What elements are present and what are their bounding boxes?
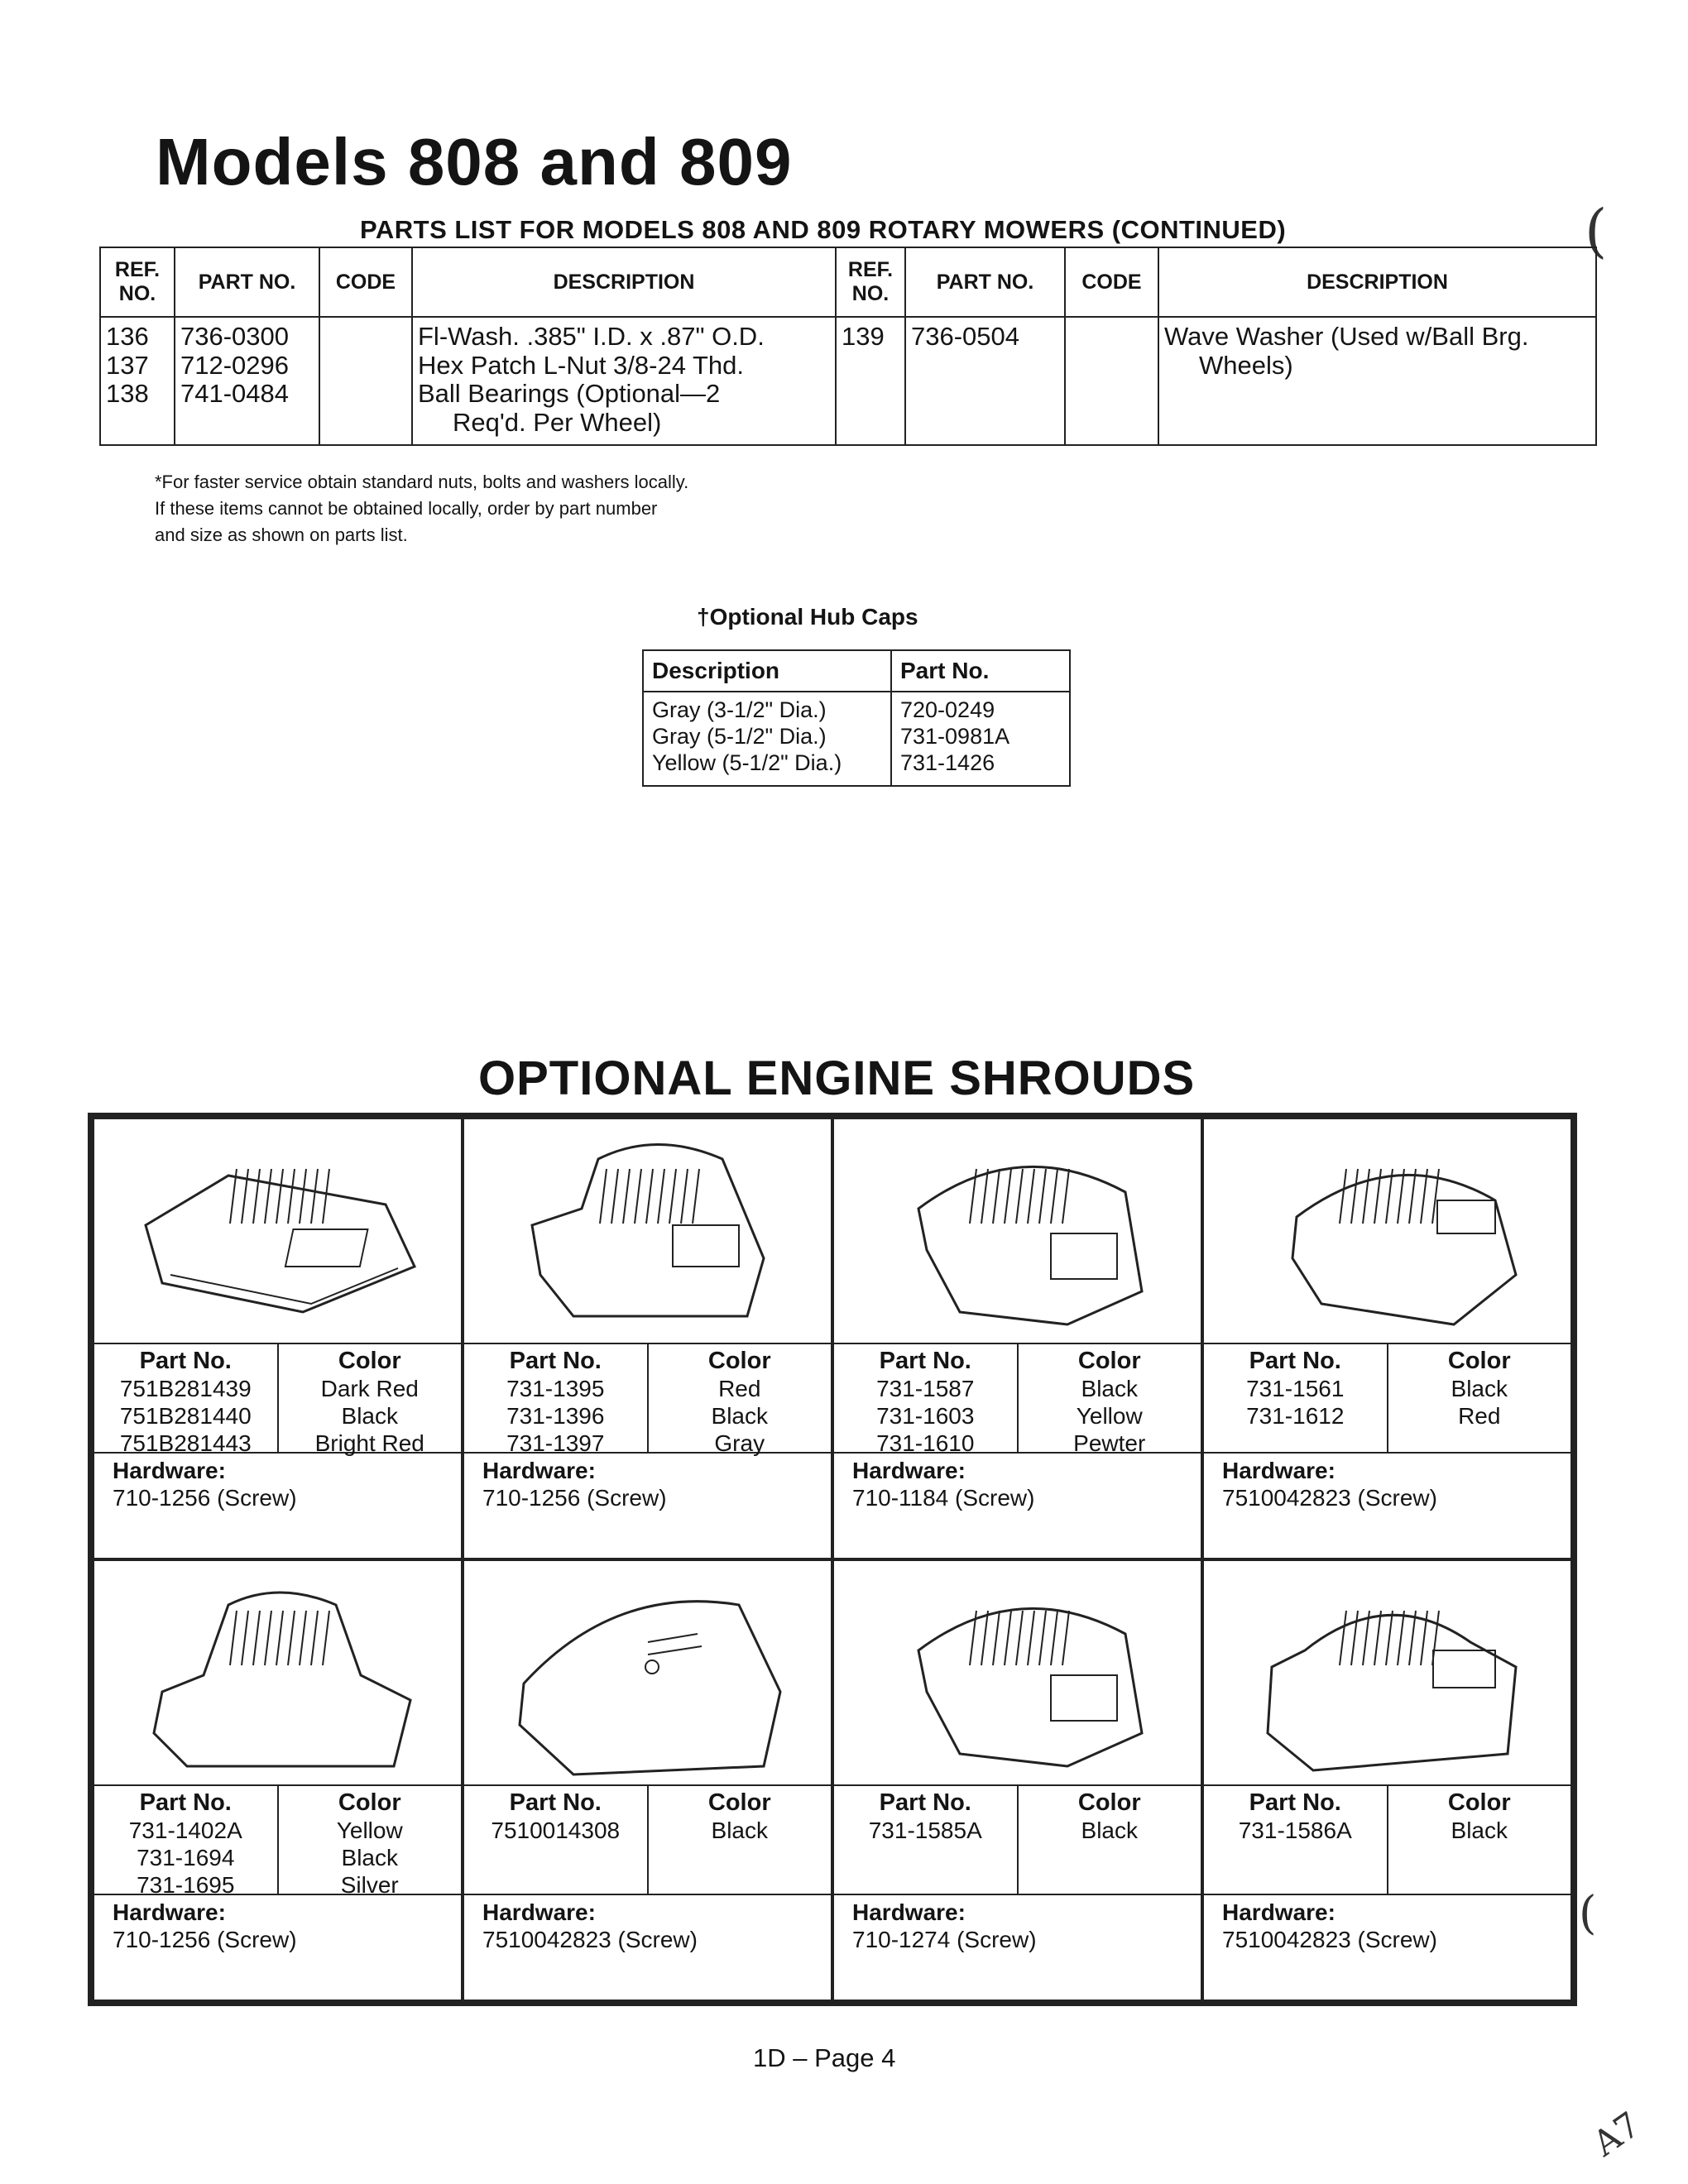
engine-shroud-arched-icon	[834, 1119, 1201, 1344]
shroud-color: Silver	[340, 1872, 399, 1898]
hardware-header: Hardware:	[852, 1458, 966, 1483]
footnote-line: If these items cannot be obtained locally, order by part number	[155, 498, 658, 519]
hub-caps-table	[642, 649, 1071, 787]
shroud-part-column	[834, 1786, 1019, 1894]
hub-part-no: 720-0249	[900, 697, 995, 722]
shroud-color-column	[649, 1344, 832, 1456]
shroud-color: Red	[718, 1376, 761, 1401]
shroud-color-header: Color	[1447, 1789, 1511, 1816]
shroud-part-no: 731-1612	[1246, 1403, 1345, 1429]
description: Req'd. Per Wheel)	[453, 408, 662, 438]
shroud-spec	[1204, 1344, 1571, 1454]
page-title: Models 808 and 809	[156, 125, 793, 199]
shroud-spec	[94, 1344, 461, 1454]
header-part-no-2: PART NO.	[905, 247, 1065, 317]
hardware-header: Hardware:	[1222, 1458, 1336, 1483]
shroud-hardware	[1204, 1895, 1571, 1956]
parts-list-heading: PARTS LIST FOR MODELS 808 AND 809 ROTARY MOWERS (CONTINUED)	[360, 215, 1287, 244]
shroud-part-no: 731-1610	[876, 1430, 975, 1456]
shroud-color: Pewter	[1073, 1430, 1146, 1456]
hardware-value: 710-1274 (Screw)	[852, 1927, 1037, 1952]
shroud-color-header: Color	[707, 1789, 771, 1816]
header-description-2: DESCRIPTION	[1158, 247, 1596, 317]
shroud-part-no: 7510014308	[491, 1818, 621, 1843]
shroud-color-column	[1019, 1344, 1201, 1456]
shroud-spec	[464, 1786, 831, 1895]
shroud-part-no: 731-1561	[1246, 1376, 1345, 1401]
shroud-hardware	[464, 1895, 831, 1956]
shroud-color: Black	[1081, 1818, 1138, 1843]
code-cell-2	[1065, 317, 1158, 445]
hardware-header: Hardware:	[113, 1899, 226, 1925]
header-code: CODE	[319, 247, 412, 317]
hardware-value: 710-1184 (Screw)	[852, 1485, 1035, 1511]
shroud-part-column	[94, 1344, 279, 1456]
shroud-part-column	[94, 1786, 279, 1898]
header-part-no: PART NO.	[175, 247, 319, 317]
engine-shroud-grid	[88, 1113, 1577, 2006]
shroud-color: Gray	[714, 1430, 765, 1456]
hardware-header: Hardware:	[1222, 1899, 1336, 1925]
description: Wheels)	[1199, 350, 1293, 380]
hardware-value: 7510042823 (Screw)	[1222, 1485, 1437, 1511]
shroud-color-column	[1388, 1344, 1571, 1452]
shroud-spec	[464, 1344, 831, 1454]
engine-shroud-smooth-icon	[464, 1561, 831, 1786]
engine-shroud-flat-icon	[94, 1119, 461, 1344]
shroud-spec	[834, 1344, 1201, 1454]
hub-description: Yellow (5-1/2" Dia.)	[652, 750, 842, 775]
hardware-value: 710-1256 (Screw)	[482, 1485, 667, 1511]
header-description: DESCRIPTION	[412, 247, 836, 317]
page-number: 1D – Page 4	[753, 2043, 896, 2072]
hardware-value: 7510042823 (Screw)	[482, 1927, 698, 1952]
shroud-part-header: Part No.	[1249, 1789, 1341, 1816]
shroud-part-no: 731-1586A	[1238, 1818, 1352, 1843]
hardware-header: Hardware:	[482, 1458, 596, 1483]
hub-header-description: Description	[643, 650, 891, 692]
hub-part-no: 731-1426	[900, 750, 995, 775]
shroud-color: Black	[1451, 1818, 1508, 1843]
shroud-part-no: 731-1587	[876, 1376, 975, 1401]
shroud-part-no: 731-1402A	[128, 1818, 242, 1843]
parts-table-header-row	[100, 247, 1596, 317]
description: Wave Washer (Used w/Ball Brg.	[1164, 322, 1529, 351]
shroud-part-column	[834, 1344, 1019, 1456]
hub-part-cell	[891, 692, 1070, 786]
shroud-color: Black	[711, 1818, 768, 1843]
shroud-color: Black	[1081, 1376, 1138, 1401]
hardware-header: Hardware:	[482, 1899, 596, 1925]
margin-bracket-mark: (	[1579, 1886, 1597, 1939]
shroud-cell	[832, 1559, 1202, 2001]
shroud-cell	[1202, 1118, 1572, 1559]
shroud-cell	[463, 1118, 832, 1559]
shroud-part-column	[464, 1344, 649, 1456]
shroud-color-header: Color	[707, 1348, 771, 1374]
footnote-line: *For faster service obtain standard nuts, bolts and washers locally.	[155, 472, 689, 492]
shroud-spec	[834, 1786, 1201, 1895]
shroud-hardware	[94, 1454, 461, 1515]
engine-shroud-arched-icon	[834, 1561, 1201, 1786]
shroud-part-no: 731-1694	[137, 1845, 235, 1870]
shroud-part-column	[1204, 1344, 1388, 1452]
shroud-color: Black	[1451, 1376, 1508, 1401]
shroud-color-header: Color	[1077, 1789, 1141, 1816]
shroud-color-header: Color	[1077, 1348, 1141, 1374]
header-ref-no-2: REF. NO.	[836, 247, 905, 317]
shroud-color: Dark Red	[320, 1376, 419, 1401]
part-no-cell	[175, 317, 319, 445]
shroud-cell	[93, 1559, 463, 2001]
ref-no: 137	[106, 350, 149, 380]
part-no: 712-0296	[180, 350, 290, 380]
shroud-part-no: 731-1395	[506, 1376, 605, 1401]
table-row	[100, 317, 1596, 445]
shroud-hardware	[94, 1895, 461, 1956]
shroud-color: Red	[1458, 1403, 1501, 1429]
shroud-cell	[93, 1118, 463, 1559]
shroud-part-no: 731-1396	[506, 1403, 605, 1429]
ref-no: 138	[106, 379, 149, 409]
shroud-color-column	[1019, 1786, 1201, 1894]
hub-description: Gray (3-1/2" Dia.)	[652, 697, 827, 722]
hub-header-part-no: Part No.	[891, 650, 1070, 692]
shroud-color: Black	[341, 1845, 398, 1870]
shroud-part-no: 731-1603	[876, 1403, 975, 1429]
shroud-spec	[1204, 1786, 1571, 1895]
shroud-hardware	[834, 1454, 1201, 1515]
shroud-hardware	[1204, 1454, 1571, 1515]
shroud-part-column	[464, 1786, 649, 1894]
hub-caps-title: †Optional Hub Caps	[697, 604, 918, 630]
hub-caps-header-row	[643, 650, 1070, 692]
shroud-part-no: 751B281439	[119, 1376, 252, 1401]
hardware-header: Hardware:	[852, 1899, 966, 1925]
shroud-hardware	[464, 1454, 831, 1515]
hardware-value: 710-1256 (Screw)	[113, 1927, 297, 1952]
shroud-part-no: 731-1397	[506, 1430, 605, 1456]
shroud-cell	[463, 1559, 832, 2001]
shroud-part-header: Part No.	[1249, 1348, 1341, 1374]
engine-shroud-vented-icon	[94, 1561, 461, 1786]
shroud-color-header: Color	[338, 1348, 401, 1374]
shroud-part-header: Part No.	[879, 1789, 971, 1816]
ref-no-cell-2	[836, 317, 905, 445]
shroud-color: Black	[711, 1403, 768, 1429]
shroud-color-header: Color	[338, 1789, 401, 1816]
shroud-color-column	[1388, 1786, 1571, 1894]
part-no: 736-0504	[911, 322, 1020, 351]
description-cell-2	[1158, 317, 1596, 445]
shroud-part-header: Part No.	[509, 1348, 602, 1374]
shroud-color: Black	[341, 1403, 398, 1429]
engine-shrouds-title: OPTIONAL ENGINE SHROUDS	[478, 1051, 1196, 1105]
engine-shroud-grille-icon	[464, 1119, 831, 1344]
shroud-part-header: Part No.	[139, 1789, 232, 1816]
hub-description: Gray (5-1/2" Dia.)	[652, 723, 827, 749]
hardware-value: 7510042823 (Screw)	[1222, 1927, 1437, 1952]
description-cell	[412, 317, 836, 445]
shroud-part-no: 731-1695	[137, 1872, 235, 1898]
shroud-part-header: Part No.	[139, 1348, 232, 1374]
shroud-part-header: Part No.	[879, 1348, 971, 1374]
margin-bracket-mark: (	[1585, 197, 1608, 265]
shroud-color: Yellow	[1076, 1403, 1143, 1429]
engine-shroud-box-icon	[1204, 1561, 1571, 1786]
shroud-color-column	[279, 1786, 462, 1898]
shroud-color: Yellow	[336, 1818, 403, 1843]
footnote	[155, 469, 866, 548]
engine-shroud-dome-icon	[1204, 1119, 1571, 1344]
hub-part-no: 731-0981A	[900, 723, 1010, 749]
header-code-2: CODE	[1065, 247, 1158, 317]
ref-no: 139	[842, 322, 885, 351]
shroud-spec	[94, 1786, 461, 1898]
hardware-header: Hardware:	[113, 1458, 226, 1483]
part-no-cell-2	[905, 317, 1065, 445]
description: Hex Patch L-Nut 3/8-24 Thd.	[418, 350, 745, 380]
footnote-line: and size as shown on parts list.	[155, 524, 408, 545]
shroud-hardware	[834, 1895, 1201, 1956]
shroud-part-header: Part No.	[509, 1789, 602, 1816]
shroud-part-column	[1204, 1786, 1388, 1894]
description: Ball Bearings (Optional—2	[418, 379, 721, 409]
hardware-value: 710-1256 (Screw)	[113, 1485, 297, 1511]
shroud-color-header: Color	[1447, 1348, 1511, 1374]
shroud-part-no: 731-1585A	[868, 1818, 982, 1843]
shroud-color-column	[649, 1786, 832, 1894]
shroud-color: Bright Red	[314, 1430, 424, 1456]
ref-no-cell	[100, 317, 175, 445]
code-cell	[319, 317, 412, 445]
part-no: 736-0300	[180, 322, 290, 351]
shroud-cell	[1202, 1559, 1572, 2001]
description: Fl-Wash. .385" I.D. x .87" O.D.	[418, 322, 765, 351]
header-ref-no: REF. NO.	[100, 247, 175, 317]
shroud-part-no: 751B281440	[119, 1403, 252, 1429]
shroud-part-no: 751B281443	[119, 1430, 252, 1456]
ref-no: 136	[106, 322, 149, 351]
hub-description-cell	[643, 692, 891, 786]
table-row	[643, 692, 1070, 786]
parts-list-table	[99, 247, 1597, 446]
shroud-cell	[832, 1118, 1202, 1559]
part-no: 741-0484	[180, 379, 290, 409]
shroud-color-column	[279, 1344, 462, 1456]
handwritten-initials: A7	[1585, 2104, 1647, 2164]
